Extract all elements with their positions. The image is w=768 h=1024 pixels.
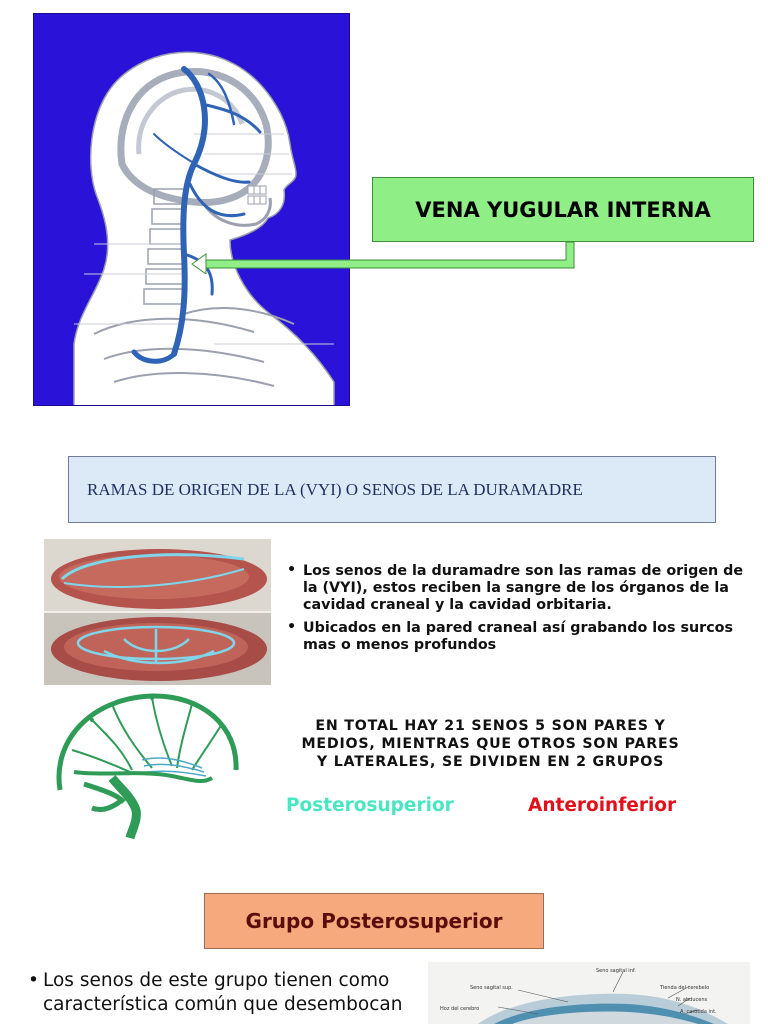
vena-yugular-title: VENA YUGULAR INTERNA: [415, 197, 711, 222]
arrow-left-icon: [188, 240, 580, 274]
list-item: [287, 620, 747, 654]
head-neck-veins-figure: [33, 13, 350, 406]
brain-sinus-diagram: [52, 690, 244, 840]
bullet-text: Ubicados en la pared craneal así grabando los surcos mas o menos profundos: [303, 620, 734, 653]
dura-photo-image: [44, 539, 271, 685]
label-seno-sagital-inf: Seno sagital inf.: [596, 968, 636, 974]
label-tienda: Tienda del cerebelo: [660, 985, 710, 991]
sinus-anatomy-illustration: [428, 962, 750, 1024]
ramas-title: RAMAS DE ORIGEN DE LA (VYI) O SENOS DE LA DURAMADRE: [87, 479, 583, 499]
brain-sinus-illustration: [52, 690, 244, 840]
label-a-carotida: A. carótida int.: [680, 1009, 717, 1015]
bullet-glyph: •: [287, 562, 297, 578]
ramas-section-header: [68, 456, 716, 523]
group-posterosuperior-label: Posterosuperior: [286, 795, 454, 816]
group-anteroinferior-label: Anteroinferior: [528, 795, 677, 816]
grupo-title: Grupo Posterosuperior: [245, 909, 503, 933]
label-hoz-cerebro: Hoz del cerebro: [440, 1006, 480, 1012]
vena-yugular-title-box: [372, 177, 754, 242]
bullet-text: Los senos de la duramadre son las ramas de origen de la (VYI), estos reciben la sangre de los órganos de la cavidad craneal y la cavidad orbitaria.: [303, 563, 744, 613]
label-seno-sagital-sup: Seno sagital sup.: [470, 985, 513, 991]
label-n-abducens: N. abducens: [676, 997, 708, 1003]
dura-sinus-photo: [44, 539, 271, 685]
sinus-anatomy-figure: [428, 962, 750, 1024]
grupo-description: [28, 969, 420, 1017]
grupo-posterosuperior-header: [204, 893, 544, 949]
senos-bullet-list: [287, 563, 747, 660]
bullet-glyph: •: [287, 619, 297, 635]
list-item: [287, 563, 747, 614]
bullet-glyph: •: [28, 970, 39, 991]
senos-summary-text: EN TOTAL HAY 21 SENOS 5 SON PARES Y MEDIOS, MIENTRAS QUE OTROS SON PARES Y LATERALES, SE DIVIDEN EN 2 GRUPOS: [301, 718, 680, 770]
grupo-text: Los senos de este grupo tienen como característica común que desembocan: [43, 970, 403, 1015]
head-neck-illustration: [34, 14, 350, 406]
